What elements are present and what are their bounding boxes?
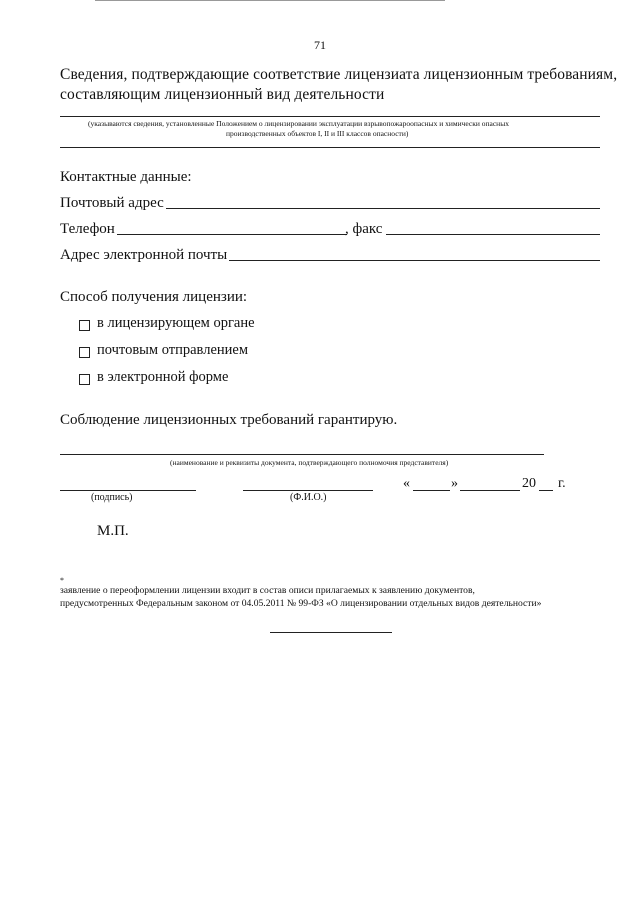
footnote-line-1: заявление о переоформлении лицензии входит в состав описи прилагаемых к заявлению документов,	[60, 585, 475, 596]
footnote-mark: *	[60, 576, 64, 585]
footnote-separator	[270, 632, 392, 633]
authority-document-field[interactable]	[60, 454, 544, 455]
year-prefix: 20	[522, 476, 536, 491]
license-method-heading: Способ получения лицензии:	[60, 289, 248, 305]
phone-field[interactable]	[117, 234, 347, 235]
option-electronic: в электронной форме	[97, 369, 229, 385]
note-line-2: производственных объектов I, II и III классов опасности)	[226, 129, 409, 138]
postal-address-label: Почтовый адрес	[60, 195, 164, 211]
stamp-place: М.П.	[97, 523, 129, 539]
title-line-2: составляющим лицензионный вид деятельности	[60, 86, 385, 103]
option-licensing-body: в лицензирующем органе	[97, 315, 255, 331]
page-number: 71	[314, 38, 326, 52]
top-scan-edge	[95, 0, 445, 1]
fax-field[interactable]	[386, 234, 600, 235]
checkbox-electronic[interactable]	[79, 374, 90, 385]
contacts-heading: Контактные данные:	[60, 169, 192, 185]
date-quote-close: »	[451, 476, 458, 491]
date-quote-open: «	[403, 476, 410, 491]
checkbox-licensing-body[interactable]	[79, 320, 90, 331]
option-postal: почтовым отправлением	[97, 342, 249, 358]
requirements-field-line-2	[60, 147, 600, 148]
email-field[interactable]	[229, 260, 600, 261]
date-month-field[interactable]	[460, 490, 520, 491]
requirements-field-line	[60, 116, 600, 117]
footnote-line-2: предусмотренных Федеральным законом от 04.05.2011 № 99-ФЗ «О лицензировании отдельных видов деятельности»	[60, 598, 542, 609]
signature-field[interactable]	[60, 490, 196, 491]
fax-label: , факс	[345, 221, 383, 237]
note-line-1: (указываются сведения, установленные Положением о лицензировании эксплуатации взрывопожароопасных и химически опасных	[88, 119, 509, 128]
date-day-field[interactable]	[413, 490, 450, 491]
title-line-1: Сведения, подтверждающие соответствие лицензиата лицензионным требованиям,	[60, 66, 618, 83]
phone-label: Телефон	[60, 221, 115, 237]
full-name-caption: (Ф.И.О.)	[290, 492, 327, 503]
guarantee-statement: Соблюдение лицензионных требований гарантирую.	[60, 412, 398, 428]
email-label: Адрес электронной почты	[60, 247, 228, 263]
year-abbrev: г.	[558, 476, 566, 491]
authority-document-caption: (наименование и реквизиты документа, подтверждающего полномочия представителя)	[170, 458, 449, 467]
full-name-field[interactable]	[243, 490, 373, 491]
checkbox-postal[interactable]	[79, 347, 90, 358]
year-suffix-field[interactable]	[539, 490, 553, 491]
signature-caption: (подпись)	[91, 492, 133, 503]
postal-address-field[interactable]	[166, 208, 600, 209]
